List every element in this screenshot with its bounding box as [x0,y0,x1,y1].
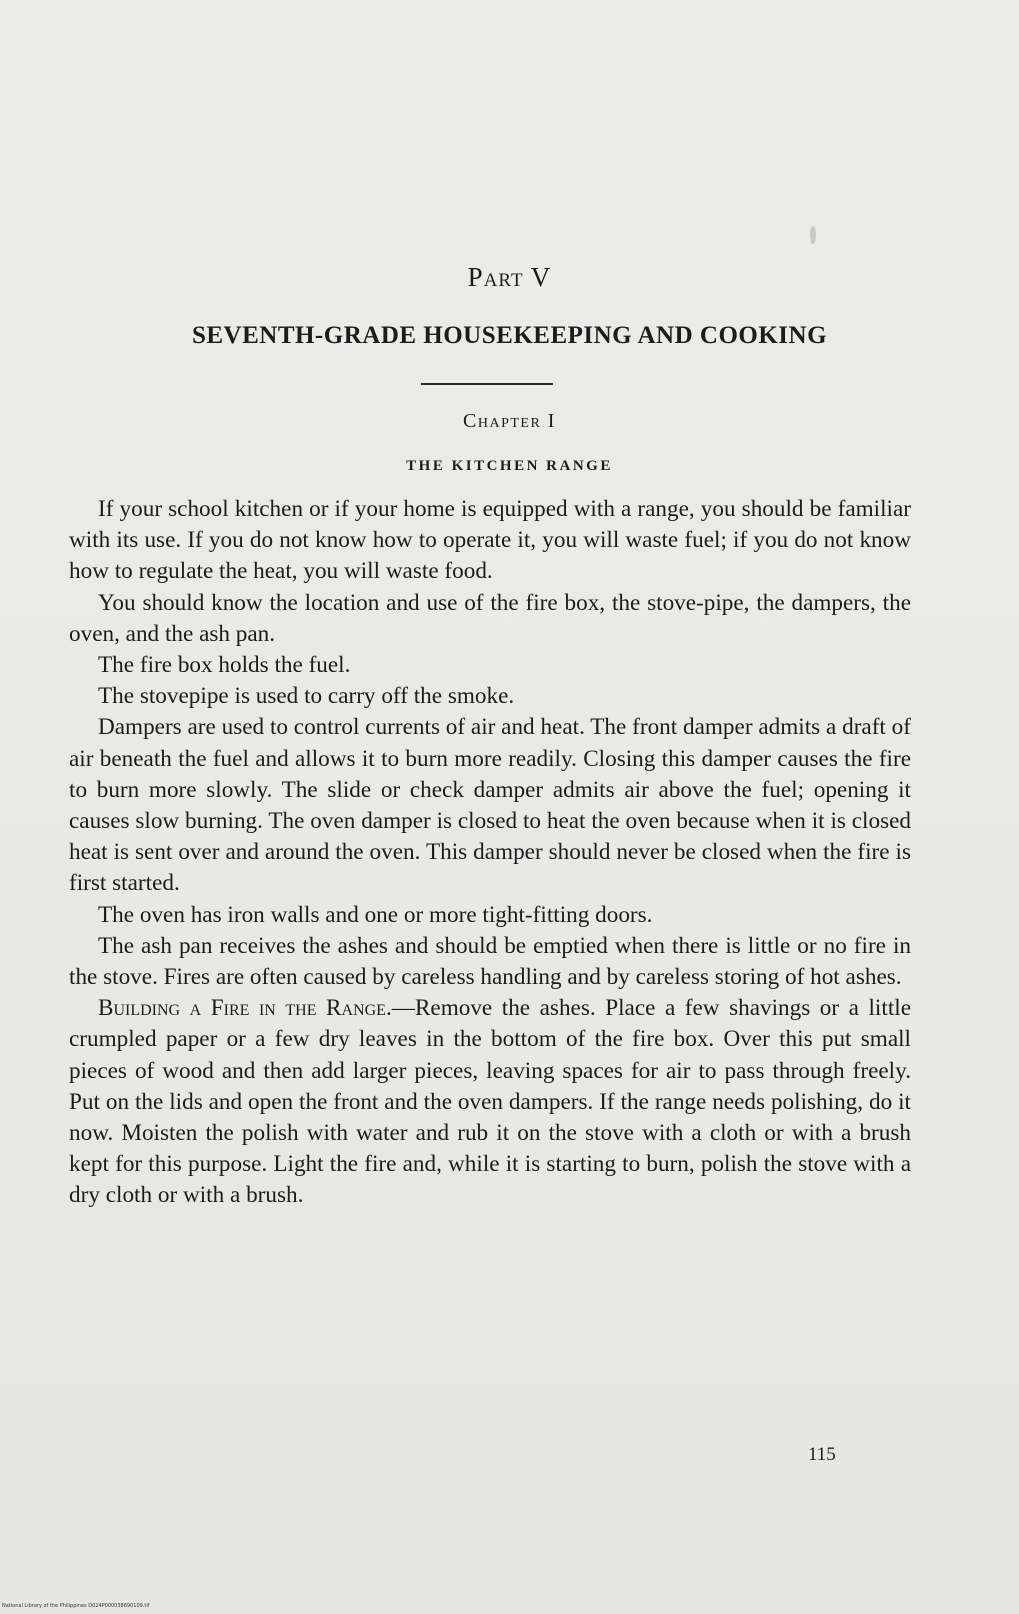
paragraph: The oven has iron walls and one or more tight-fitting doors. [98,901,653,928]
paragraph: The stovepipe is used to carry off the smoke. [98,683,515,710]
building-fire-paragraph [69,993,911,1211]
body-text [69,494,911,1212]
chapter-label: Chapter I [463,410,556,432]
part-label: Part V [467,262,552,292]
section-heading: Building a Fire in the Range. [98,995,392,1022]
paragraph: The fire box holds the fuel. [98,652,351,679]
scan-speck [810,226,816,244]
footer-note: National Library of the Philippines D024P000038690109.tif [2,1603,150,1609]
part-title: SEVENTH-GRADE HOUSEKEEPING AND COOKING [191,322,828,349]
divider-rule [421,383,553,385]
paragraph: Dampers are used to control currents of air and heat. The front damper admits a draft of air beneath the fuel and allows it to burn more readily. Closing this damper causes the fire to burn more slowly. The slide or check damper admits air above the fuel; opening it causes slow burning. The oven damper is closed to heat the oven because when it is closed heat is sent over and around the oven. This damper should never be closed when the fire is first started. [69,714,911,897]
page-number: 115 [808,1444,836,1465]
paragraph: The ash pan receives the ashes and should be emptied when there is little or no fire in the stove. Fires are often caused by careless handling and by careless storing of hot ashes. [69,932,911,991]
chapter-title: THE KITCHEN RANGE [406,458,613,474]
paragraph: If your school kitchen or if your home is equipped with a range, you should be familiar with its use. If you do not know how to operate it, you will waste fuel; if you do not know how to regulate the heat, you will waste food. [69,496,911,585]
paragraph: You should know the location and use of the fire box, the stove-pipe, the dampers, the oven, and the ash pan. [69,589,911,647]
section-text: —Remove the ashes. Place a few shavings or a little crumpled paper or a few dry leaves in the bottom of the fire box. Over this put small pieces of wood and then add larger pieces, leaving spaces for air to pass through freely. Put on the lids and open the front and the oven dampers. If the range needs polishing, do it now. Moisten the polish with water and rub it on the stove with a cloth or with a brush kept for this purpose. Light the fire and, while it is starting to burn, polish the stove with a dry cloth or with a brush. [69,995,911,1209]
